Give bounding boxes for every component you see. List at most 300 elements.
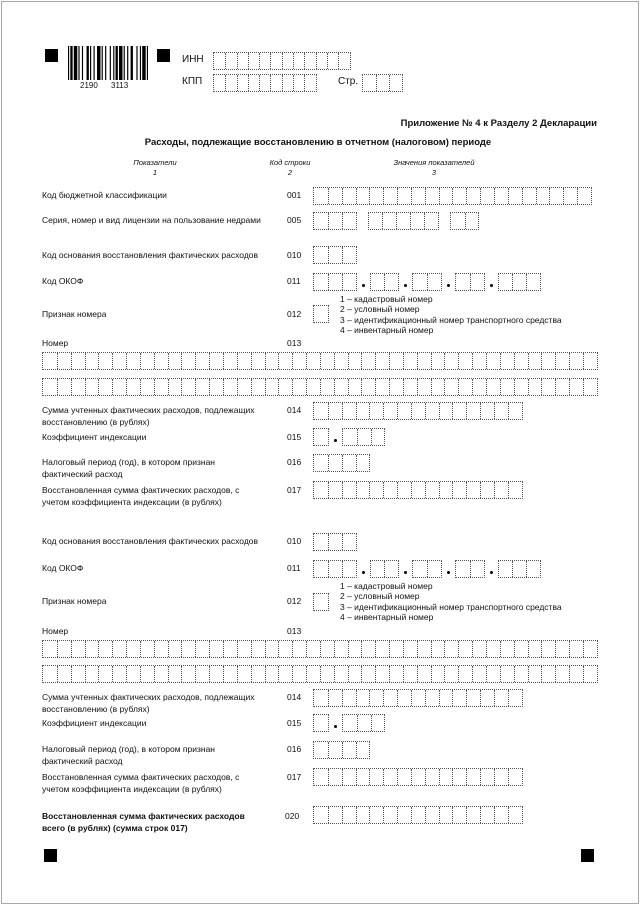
char-cell[interactable] bbox=[314, 455, 328, 471]
char-cell[interactable] bbox=[375, 379, 389, 395]
char-cell[interactable] bbox=[209, 353, 223, 369]
cell-group[interactable] bbox=[313, 714, 329, 732]
char-cell[interactable] bbox=[320, 666, 334, 682]
char-cell[interactable] bbox=[293, 53, 304, 69]
license-field[interactable] bbox=[313, 212, 479, 230]
char-cell[interactable] bbox=[569, 353, 583, 369]
char-cell[interactable] bbox=[343, 715, 357, 731]
char-cell[interactable] bbox=[375, 641, 389, 657]
char-cell[interactable] bbox=[306, 379, 320, 395]
char-cell[interactable] bbox=[439, 482, 453, 498]
char-cell[interactable] bbox=[334, 379, 348, 395]
cell-group[interactable] bbox=[412, 273, 442, 291]
char-cell[interactable] bbox=[328, 403, 342, 419]
char-cell[interactable] bbox=[494, 690, 508, 706]
char-cell[interactable] bbox=[431, 353, 445, 369]
cell-group[interactable] bbox=[368, 212, 439, 230]
cell-group[interactable] bbox=[370, 273, 400, 291]
cell-group[interactable] bbox=[342, 714, 386, 732]
char-cell[interactable] bbox=[500, 666, 514, 682]
char-cell[interactable] bbox=[541, 353, 555, 369]
inn-field[interactable] bbox=[213, 52, 351, 70]
total-restored-sum-field[interactable] bbox=[313, 806, 523, 824]
char-cell[interactable] bbox=[466, 769, 480, 785]
char-cell[interactable] bbox=[237, 379, 251, 395]
char-cell[interactable] bbox=[528, 379, 542, 395]
char-cell[interactable] bbox=[265, 353, 279, 369]
char-cell[interactable] bbox=[328, 807, 342, 823]
char-cell[interactable] bbox=[439, 403, 453, 419]
char-cell[interactable] bbox=[343, 429, 357, 445]
char-cell[interactable] bbox=[342, 742, 356, 758]
char-cell[interactable] bbox=[371, 274, 385, 290]
char-cell[interactable] bbox=[486, 353, 500, 369]
char-cell[interactable] bbox=[328, 274, 342, 290]
char-cell[interactable] bbox=[397, 482, 411, 498]
char-cell[interactable] bbox=[278, 379, 292, 395]
char-cell[interactable] bbox=[328, 561, 342, 577]
char-cell[interactable] bbox=[522, 188, 536, 204]
char-cell[interactable] bbox=[583, 379, 597, 395]
char-cell[interactable] bbox=[293, 75, 304, 91]
okof-field[interactable] bbox=[313, 560, 541, 578]
char-cell[interactable] bbox=[439, 807, 453, 823]
char-cell[interactable] bbox=[314, 213, 328, 229]
char-cell[interactable] bbox=[508, 769, 522, 785]
char-cell[interactable] bbox=[508, 403, 522, 419]
char-cell[interactable] bbox=[555, 641, 569, 657]
cell-group[interactable] bbox=[313, 481, 523, 499]
cell-group[interactable] bbox=[313, 402, 523, 420]
cell-group[interactable] bbox=[42, 378, 598, 396]
cell-group[interactable] bbox=[42, 640, 598, 658]
char-cell[interactable] bbox=[126, 379, 140, 395]
char-cell[interactable] bbox=[528, 666, 542, 682]
page-number-field[interactable] bbox=[362, 74, 403, 92]
char-cell[interactable] bbox=[494, 482, 508, 498]
char-cell[interactable] bbox=[328, 455, 342, 471]
char-cell[interactable] bbox=[112, 641, 126, 657]
char-cell[interactable] bbox=[583, 666, 597, 682]
char-cell[interactable] bbox=[43, 353, 57, 369]
char-cell[interactable] bbox=[292, 379, 306, 395]
char-cell[interactable] bbox=[439, 769, 453, 785]
char-cell[interactable] bbox=[424, 213, 438, 229]
char-cell[interactable] bbox=[237, 641, 251, 657]
basis-code-field[interactable] bbox=[313, 533, 357, 551]
char-cell[interactable] bbox=[98, 379, 112, 395]
char-cell[interactable] bbox=[265, 641, 279, 657]
char-cell[interactable] bbox=[470, 274, 484, 290]
char-cell[interactable] bbox=[439, 690, 453, 706]
char-cell[interactable] bbox=[356, 769, 370, 785]
char-cell[interactable] bbox=[282, 53, 293, 69]
cell-group[interactable] bbox=[313, 689, 523, 707]
char-cell[interactable] bbox=[465, 213, 479, 229]
char-cell[interactable] bbox=[403, 641, 417, 657]
char-cell[interactable] bbox=[342, 769, 356, 785]
char-cell[interactable] bbox=[126, 666, 140, 682]
char-cell[interactable] bbox=[369, 403, 383, 419]
char-cell[interactable] bbox=[57, 641, 71, 657]
char-cell[interactable] bbox=[541, 379, 555, 395]
char-cell[interactable] bbox=[480, 807, 494, 823]
char-cell[interactable] bbox=[357, 429, 371, 445]
char-cell[interactable] bbox=[411, 807, 425, 823]
number-field-row-2[interactable] bbox=[42, 665, 598, 683]
char-cell[interactable] bbox=[181, 379, 195, 395]
char-cell[interactable] bbox=[292, 666, 306, 682]
char-cell[interactable] bbox=[356, 742, 370, 758]
char-cell[interactable] bbox=[304, 53, 315, 69]
index-coef-field[interactable] bbox=[313, 428, 385, 446]
char-cell[interactable] bbox=[514, 353, 528, 369]
char-cell[interactable] bbox=[43, 666, 57, 682]
char-cell[interactable] bbox=[126, 641, 140, 657]
char-cell[interactable] bbox=[85, 641, 99, 657]
char-cell[interactable] bbox=[494, 807, 508, 823]
char-cell[interactable] bbox=[112, 353, 126, 369]
cell-group[interactable] bbox=[313, 741, 370, 759]
char-cell[interactable] bbox=[328, 742, 342, 758]
char-cell[interactable] bbox=[410, 213, 424, 229]
char-cell[interactable] bbox=[248, 53, 259, 69]
char-cell[interactable] bbox=[514, 641, 528, 657]
restored-sum-field[interactable] bbox=[313, 481, 523, 499]
char-cell[interactable] bbox=[458, 641, 472, 657]
char-cell[interactable] bbox=[396, 213, 410, 229]
char-cell[interactable] bbox=[328, 482, 342, 498]
char-cell[interactable] bbox=[383, 807, 397, 823]
char-cell[interactable] bbox=[320, 379, 334, 395]
char-cell[interactable] bbox=[356, 403, 370, 419]
char-cell[interactable] bbox=[306, 666, 320, 682]
char-cell[interactable] bbox=[425, 188, 439, 204]
char-cell[interactable] bbox=[444, 379, 458, 395]
cell-group[interactable] bbox=[498, 560, 542, 578]
char-cell[interactable] bbox=[494, 403, 508, 419]
char-cell[interactable] bbox=[480, 690, 494, 706]
char-cell[interactable] bbox=[371, 715, 385, 731]
tax-period-field[interactable] bbox=[313, 454, 370, 472]
char-cell[interactable] bbox=[168, 353, 182, 369]
char-cell[interactable] bbox=[292, 353, 306, 369]
char-cell[interactable] bbox=[466, 807, 480, 823]
char-cell[interactable] bbox=[314, 534, 328, 550]
expenses-sum-field[interactable] bbox=[313, 402, 523, 420]
char-cell[interactable] bbox=[508, 188, 522, 204]
char-cell[interactable] bbox=[259, 75, 270, 91]
budget-code-field[interactable] bbox=[313, 187, 592, 205]
char-cell[interactable] bbox=[466, 690, 480, 706]
char-cell[interactable] bbox=[452, 769, 466, 785]
char-cell[interactable] bbox=[569, 641, 583, 657]
char-cell[interactable] bbox=[181, 641, 195, 657]
char-cell[interactable] bbox=[314, 715, 328, 731]
char-cell[interactable] bbox=[342, 482, 356, 498]
char-cell[interactable] bbox=[223, 353, 237, 369]
char-cell[interactable] bbox=[181, 666, 195, 682]
cell-group[interactable] bbox=[213, 74, 317, 92]
char-cell[interactable] bbox=[514, 379, 528, 395]
char-cell[interactable] bbox=[389, 75, 402, 91]
char-cell[interactable] bbox=[314, 561, 328, 577]
char-cell[interactable] bbox=[154, 353, 168, 369]
char-cell[interactable] bbox=[382, 213, 396, 229]
char-cell[interactable] bbox=[383, 403, 397, 419]
char-cell[interactable] bbox=[265, 666, 279, 682]
char-cell[interactable] bbox=[472, 641, 486, 657]
char-cell[interactable] bbox=[470, 561, 484, 577]
char-cell[interactable] bbox=[282, 75, 293, 91]
cell-group[interactable] bbox=[313, 187, 592, 205]
char-cell[interactable] bbox=[431, 666, 445, 682]
char-cell[interactable] bbox=[369, 482, 383, 498]
char-cell[interactable] bbox=[514, 666, 528, 682]
char-cell[interactable] bbox=[417, 353, 431, 369]
char-cell[interactable] bbox=[140, 353, 154, 369]
char-cell[interactable] bbox=[154, 379, 168, 395]
char-cell[interactable] bbox=[563, 188, 577, 204]
char-cell[interactable] bbox=[342, 403, 356, 419]
char-cell[interactable] bbox=[456, 274, 470, 290]
char-cell[interactable] bbox=[452, 482, 466, 498]
char-cell[interactable] bbox=[458, 353, 472, 369]
char-cell[interactable] bbox=[371, 429, 385, 445]
char-cell[interactable] bbox=[452, 690, 466, 706]
char-cell[interactable] bbox=[168, 641, 182, 657]
char-cell[interactable] bbox=[417, 379, 431, 395]
basis-code-field[interactable] bbox=[313, 246, 357, 264]
char-cell[interactable] bbox=[71, 353, 85, 369]
char-cell[interactable] bbox=[389, 353, 403, 369]
char-cell[interactable] bbox=[411, 482, 425, 498]
char-cell[interactable] bbox=[214, 53, 225, 69]
char-cell[interactable] bbox=[500, 641, 514, 657]
cell-group[interactable] bbox=[42, 665, 598, 683]
char-cell[interactable] bbox=[314, 690, 328, 706]
char-cell[interactable] bbox=[71, 666, 85, 682]
char-cell[interactable] bbox=[85, 379, 99, 395]
char-cell[interactable] bbox=[456, 561, 470, 577]
char-cell[interactable] bbox=[375, 353, 389, 369]
char-cell[interactable] bbox=[403, 353, 417, 369]
char-cell[interactable] bbox=[425, 482, 439, 498]
char-cell[interactable] bbox=[57, 379, 71, 395]
char-cell[interactable] bbox=[444, 641, 458, 657]
number-type-field[interactable] bbox=[313, 305, 329, 323]
char-cell[interactable] bbox=[342, 274, 356, 290]
char-cell[interactable] bbox=[526, 561, 540, 577]
char-cell[interactable] bbox=[71, 379, 85, 395]
char-cell[interactable] bbox=[270, 75, 281, 91]
cell-group[interactable] bbox=[313, 212, 357, 230]
cell-group[interactable] bbox=[313, 593, 329, 611]
char-cell[interactable] bbox=[342, 561, 356, 577]
char-cell[interactable] bbox=[369, 690, 383, 706]
char-cell[interactable] bbox=[369, 769, 383, 785]
char-cell[interactable] bbox=[314, 482, 328, 498]
char-cell[interactable] bbox=[486, 641, 500, 657]
char-cell[interactable] bbox=[140, 379, 154, 395]
cell-group[interactable] bbox=[313, 305, 329, 323]
cell-group[interactable] bbox=[313, 533, 357, 551]
char-cell[interactable] bbox=[85, 353, 99, 369]
char-cell[interactable] bbox=[397, 403, 411, 419]
char-cell[interactable] bbox=[348, 353, 362, 369]
char-cell[interactable] bbox=[259, 53, 270, 69]
char-cell[interactable] bbox=[508, 807, 522, 823]
char-cell[interactable] bbox=[363, 75, 376, 91]
char-cell[interactable] bbox=[154, 641, 168, 657]
char-cell[interactable] bbox=[140, 641, 154, 657]
tax-period-field[interactable] bbox=[313, 741, 370, 759]
char-cell[interactable] bbox=[577, 188, 591, 204]
cell-group[interactable] bbox=[313, 806, 523, 824]
char-cell[interactable] bbox=[209, 641, 223, 657]
cell-group[interactable] bbox=[313, 560, 357, 578]
cell-group[interactable] bbox=[342, 428, 386, 446]
char-cell[interactable] bbox=[508, 690, 522, 706]
char-cell[interactable] bbox=[304, 75, 315, 91]
char-cell[interactable] bbox=[427, 274, 441, 290]
char-cell[interactable] bbox=[494, 188, 508, 204]
char-cell[interactable] bbox=[361, 379, 375, 395]
char-cell[interactable] bbox=[411, 188, 425, 204]
char-cell[interactable] bbox=[251, 353, 265, 369]
char-cell[interactable] bbox=[168, 379, 182, 395]
char-cell[interactable] bbox=[181, 353, 195, 369]
char-cell[interactable] bbox=[314, 742, 328, 758]
char-cell[interactable] bbox=[43, 641, 57, 657]
char-cell[interactable] bbox=[195, 666, 209, 682]
char-cell[interactable] bbox=[427, 561, 441, 577]
char-cell[interactable] bbox=[413, 561, 427, 577]
char-cell[interactable] bbox=[278, 641, 292, 657]
char-cell[interactable] bbox=[383, 690, 397, 706]
cell-group[interactable] bbox=[313, 428, 329, 446]
char-cell[interactable] bbox=[397, 690, 411, 706]
char-cell[interactable] bbox=[57, 666, 71, 682]
char-cell[interactable] bbox=[369, 213, 383, 229]
char-cell[interactable] bbox=[342, 690, 356, 706]
char-cell[interactable] bbox=[541, 641, 555, 657]
char-cell[interactable] bbox=[411, 403, 425, 419]
cell-group[interactable] bbox=[450, 212, 480, 230]
char-cell[interactable] bbox=[472, 666, 486, 682]
char-cell[interactable] bbox=[265, 379, 279, 395]
char-cell[interactable] bbox=[98, 641, 112, 657]
char-cell[interactable] bbox=[328, 769, 342, 785]
index-coef-field[interactable] bbox=[313, 714, 385, 732]
char-cell[interactable] bbox=[451, 213, 465, 229]
char-cell[interactable] bbox=[526, 274, 540, 290]
char-cell[interactable] bbox=[583, 353, 597, 369]
char-cell[interactable] bbox=[195, 379, 209, 395]
char-cell[interactable] bbox=[209, 666, 223, 682]
char-cell[interactable] bbox=[431, 379, 445, 395]
char-cell[interactable] bbox=[411, 690, 425, 706]
char-cell[interactable] bbox=[154, 666, 168, 682]
char-cell[interactable] bbox=[458, 666, 472, 682]
char-cell[interactable] bbox=[342, 247, 356, 263]
char-cell[interactable] bbox=[334, 353, 348, 369]
number-field-row-2[interactable] bbox=[42, 378, 598, 396]
char-cell[interactable] bbox=[278, 666, 292, 682]
char-cell[interactable] bbox=[328, 690, 342, 706]
char-cell[interactable] bbox=[431, 641, 445, 657]
char-cell[interactable] bbox=[348, 666, 362, 682]
char-cell[interactable] bbox=[57, 353, 71, 369]
char-cell[interactable] bbox=[541, 666, 555, 682]
char-cell[interactable] bbox=[383, 188, 397, 204]
char-cell[interactable] bbox=[251, 666, 265, 682]
number-type-field[interactable] bbox=[313, 593, 329, 611]
char-cell[interactable] bbox=[376, 75, 389, 91]
char-cell[interactable] bbox=[371, 561, 385, 577]
char-cell[interactable] bbox=[389, 666, 403, 682]
char-cell[interactable] bbox=[356, 690, 370, 706]
char-cell[interactable] bbox=[397, 188, 411, 204]
char-cell[interactable] bbox=[278, 353, 292, 369]
char-cell[interactable] bbox=[411, 769, 425, 785]
char-cell[interactable] bbox=[314, 403, 328, 419]
number-field-row-1[interactable] bbox=[42, 352, 598, 370]
char-cell[interactable] bbox=[112, 666, 126, 682]
char-cell[interactable] bbox=[389, 641, 403, 657]
char-cell[interactable] bbox=[225, 53, 236, 69]
cell-group[interactable] bbox=[42, 352, 598, 370]
cell-group[interactable] bbox=[313, 768, 523, 786]
char-cell[interactable] bbox=[237, 75, 248, 91]
char-cell[interactable] bbox=[356, 807, 370, 823]
char-cell[interactable] bbox=[444, 666, 458, 682]
char-cell[interactable] bbox=[237, 353, 251, 369]
char-cell[interactable] bbox=[500, 353, 514, 369]
char-cell[interactable] bbox=[361, 666, 375, 682]
char-cell[interactable] bbox=[342, 213, 356, 229]
char-cell[interactable] bbox=[223, 666, 237, 682]
char-cell[interactable] bbox=[512, 274, 526, 290]
expenses-sum-field[interactable] bbox=[313, 689, 523, 707]
char-cell[interactable] bbox=[314, 306, 328, 322]
char-cell[interactable] bbox=[348, 379, 362, 395]
char-cell[interactable] bbox=[512, 561, 526, 577]
char-cell[interactable] bbox=[316, 53, 327, 69]
char-cell[interactable] bbox=[417, 641, 431, 657]
number-field-row-1[interactable] bbox=[42, 640, 598, 658]
char-cell[interactable] bbox=[425, 403, 439, 419]
char-cell[interactable] bbox=[314, 188, 328, 204]
char-cell[interactable] bbox=[452, 188, 466, 204]
char-cell[interactable] bbox=[356, 482, 370, 498]
char-cell[interactable] bbox=[444, 353, 458, 369]
char-cell[interactable] bbox=[112, 379, 126, 395]
char-cell[interactable] bbox=[555, 666, 569, 682]
char-cell[interactable] bbox=[334, 641, 348, 657]
char-cell[interactable] bbox=[389, 379, 403, 395]
char-cell[interactable] bbox=[486, 379, 500, 395]
char-cell[interactable] bbox=[292, 641, 306, 657]
char-cell[interactable] bbox=[466, 403, 480, 419]
cell-group[interactable] bbox=[313, 454, 370, 472]
char-cell[interactable] bbox=[314, 807, 328, 823]
char-cell[interactable] bbox=[328, 534, 342, 550]
char-cell[interactable] bbox=[327, 53, 338, 69]
char-cell[interactable] bbox=[466, 482, 480, 498]
cell-group[interactable] bbox=[313, 273, 357, 291]
char-cell[interactable] bbox=[209, 379, 223, 395]
